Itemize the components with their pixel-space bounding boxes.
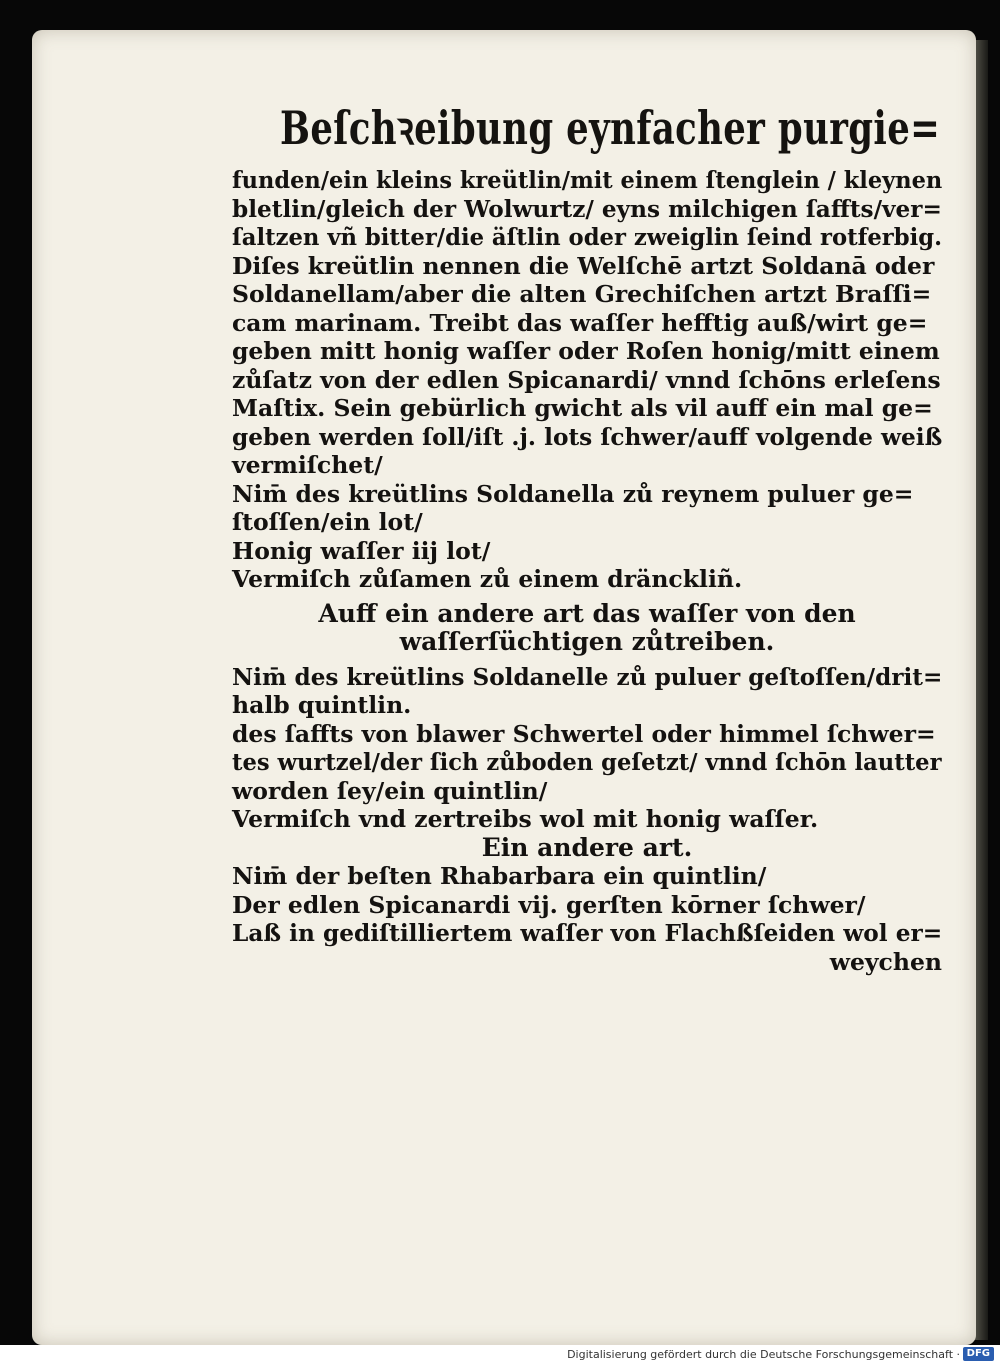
subheading-line: Auff ein andere art das waſſer von den [318, 598, 856, 628]
text-line: funden/ein kleins kreütlin/mit einem ſtenglein / kleynen [232, 166, 943, 194]
text-line: halb quintlin. [232, 691, 412, 719]
text-line: Vermiſch vnd zertreibs wol mit honig waſſer. [232, 805, 819, 833]
catchword-line: weychen [829, 947, 942, 976]
subheading-line: Ein andere art. [481, 832, 693, 862]
text-line: des ſaffts von blawer Schwertel oder himmel ſchwer= [232, 719, 936, 748]
text-line: bletlin/gleich der Wolwurtz/ eyns milchigen ſaffts/ver= [232, 194, 942, 223]
text-line: tes wurtzel/der ſich zůboden geſetzt/ vnnd ſchōn lautter [232, 748, 942, 776]
text-line: Der edlen Spicanardi vij. gerſten kōrner ſchwer/ [232, 890, 866, 919]
text-line: Diſes kreütlin nennen die Welſchē artzt Soldanā oder [232, 251, 935, 280]
subheading-line: waſſerſüchtigen zůtreiben. [399, 627, 775, 656]
text-line: cam marinam. Treibt das waſſer hefftig auß/wirt ge= [232, 308, 928, 337]
text-line: Laß in gediſtilliertem waſſer von Flachßſeiden wol er= [232, 919, 943, 947]
dfg-logo-icon: DFG [963, 1347, 994, 1361]
text-line: Maſtix. Sein gebürlich gwicht als vil auff ein mal ge= [232, 394, 933, 422]
text-line: Soldanellam/aber die alten Grechiſchen artzt Braſſi= [232, 280, 932, 308]
text-line: ſtoſſen/ein lot/ [232, 508, 423, 536]
text-line: vermiſchet/ [232, 451, 383, 479]
text-line: geben werden ſoll/iſt .j. lots ſchwer/auff volgende weiß [232, 422, 943, 451]
page-heading: Beſchꝛeibung eynfacher purgie= [280, 101, 941, 155]
text-line: Honig waſſer iij lot/ [232, 536, 491, 565]
page-body [232, 166, 942, 976]
text-line: Nim̄ des kreütlins Soldanelle zů puluer geſtoſſen/drit= [232, 662, 943, 691]
text-line: Nim̄ des kreütlins Soldanella zů reynem puluer ge= [232, 479, 914, 508]
text-line: Nim̄ der beſten Rhabarbara ein quintlin/ [232, 862, 767, 890]
text-line: geben mitt honig waſſer oder Roſen honig/mitt einem [232, 337, 940, 365]
text-line: Vermiſch zůſamen zů einem dränckliñ. [232, 565, 743, 593]
digitization-credit: Digitalisierung gefördert durch die Deutsche Forschungsgemeinschaft · [567, 1348, 960, 1361]
text-line: ſaltzen vñ bitter/die äſtlin oder zweiglin ſeind rotferbig. [232, 223, 943, 251]
text-line: worden ſey/ein quintlin/ [232, 776, 548, 805]
text-line: zůſatz von der edlen Spicanardi/ vnnd ſchōns erleſens [232, 365, 941, 394]
